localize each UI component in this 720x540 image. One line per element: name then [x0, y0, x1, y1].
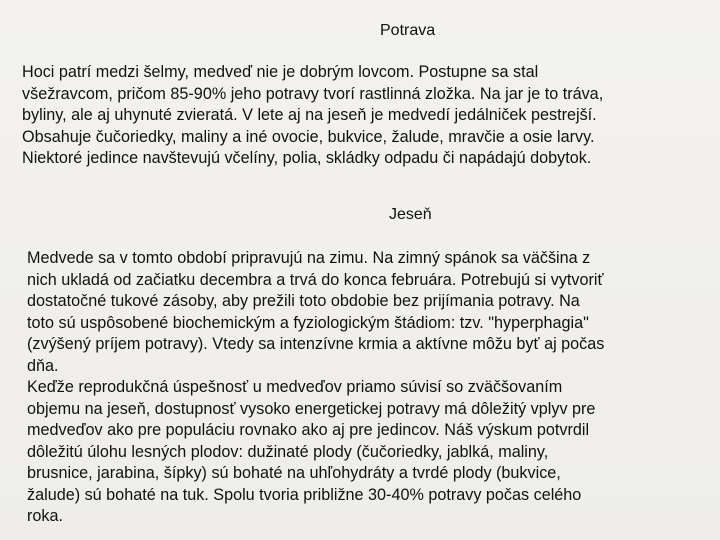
text-line: všežravcom, pričom 85-90% jeho potravy tvorí rastlinná zložka. Na jar je to tráva, — [22, 84, 604, 103]
text-line: roka. — [27, 507, 63, 525]
text-line: medveďov ako pre populáciu rovnako ako aj pre jedincov. Náš výskum potvrdil — [27, 421, 590, 439]
text-line: Niektoré jedince navštevujú včelíny, polia, skládky odpadu či napádajú dobytok. — [22, 149, 592, 167]
text-line: brusnice, jarabina, šípky) sú bohaté na uhľohydráty a tvrdé plody (bukvice, — [27, 464, 561, 482]
heading-potrava: Potrava — [380, 22, 436, 39]
text-line: byliny, ale aj uhynuté zvieratá. V lete aj na jeseň je medvedí jedálniček pestrejší. — [22, 106, 597, 124]
text-line: (zvýšený príjem potravy). Vtedy sa intenzívne krmia a aktívne môžu byť aj počas — [27, 335, 605, 353]
text-line: Hoci patrí medzi šelmy, medveď nie je dobrým lovcom. Postupne sa stal — [22, 63, 539, 81]
heading-jesen: Jeseň — [389, 206, 432, 223]
text-line: Medvede sa v tomto období pripravujú na zimu. Na zimný spánok sa väčšina z — [27, 249, 591, 267]
text-line: objemu na jeseň, dostupnosť vysoko energetickej potravy má dôležitý vplyv pre — [27, 399, 596, 418]
text-line: dňa. — [27, 356, 59, 375]
text-line: nich ukladá od začiatku decembra a trvá do konca februára. Potrebujú si vytvoriť — [27, 270, 604, 289]
text-line: dostatočné tukové zásoby, aby prežili toto obdobie bez prijímania potravy. Na — [27, 292, 580, 310]
text-line: toto sú uspôsobené biochemickým a fyziologickým štádiom: tzv. "hyperphagia" — [27, 313, 589, 332]
paragraph-potrava — [22, 62, 603, 170]
paragraph-jesen — [27, 248, 604, 528]
text-line: Obsahuje čučoriedky, maliny a iné ovocie, bukvice, žalude, mravčie a osie larvy. — [22, 127, 595, 146]
text-line: Keďže reprodukčná úspešnosť u medveďov priamo súvisí so zväčšovaním — [27, 378, 563, 396]
text-line: dôležitú úlohu lesných plodov: dužinaté plody (čučoriedky, jablká, maliny, — [27, 442, 549, 461]
text-line: žalude) sú bohaté na tuk. Spolu tvoria približne 30-40% potravy počas celého — [27, 485, 582, 504]
